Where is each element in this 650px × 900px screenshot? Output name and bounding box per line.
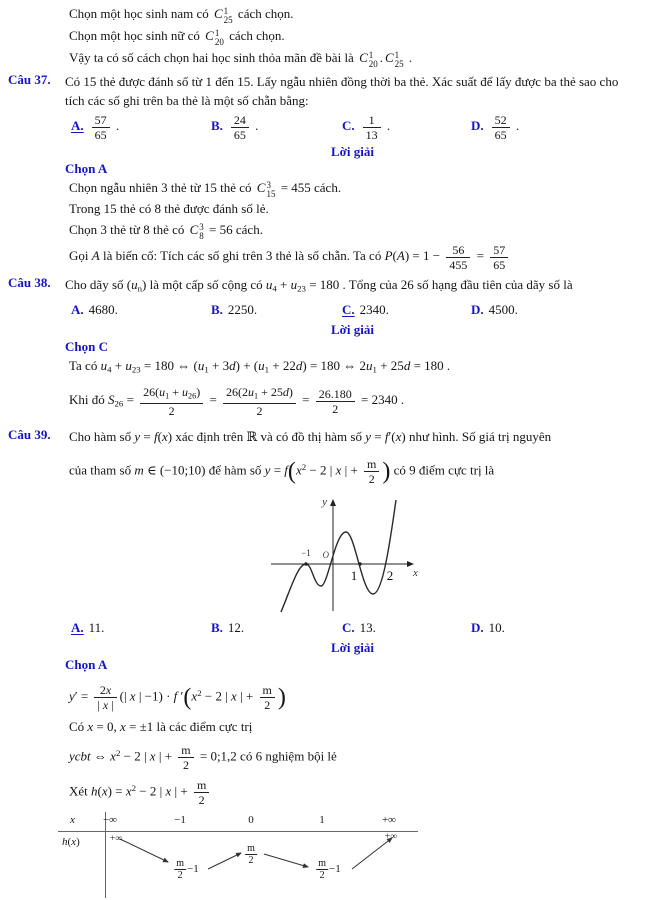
vtable-h-right-inf: +∞ xyxy=(384,831,398,842)
option-c-letter: C. xyxy=(342,117,355,133)
option-d-value: 4500. xyxy=(488,301,518,317)
q39-hx-line: Xét $h(x) = x^2 - 2$ | x | + $\frac{m}{2}$ xyxy=(65,772,640,807)
q38-solution-line-1: Ta có $u_4 + u_{23} = 180$ ⇔ $(u_1 + 3d) + (u_1 + 22d) = 180$ ⇔ $2u_1 + 25d = 180$ . xyxy=(69,357,451,375)
chosen-answer-37: Chọn A xyxy=(65,161,108,176)
option-a-value: 4680. xyxy=(88,301,118,317)
option-a xyxy=(71,113,211,142)
option-b xyxy=(211,620,342,636)
y-axis-label: y xyxy=(322,496,327,509)
option-c-value: 13. xyxy=(359,620,376,636)
option-c xyxy=(342,620,471,636)
option-b-value: $\frac{24}{65}$ . xyxy=(228,118,259,133)
vtable-h-left-inf: +∞ xyxy=(109,833,123,844)
vtable-x-header: x xyxy=(70,813,75,826)
intro-line-3: Vậy ta có số cách chọn hai học sinh thỏa mãn đề bài là C 1 20 . C 1 25 . xyxy=(69,49,413,69)
vtable-h-header: h(x) xyxy=(62,835,80,848)
question-38-number: Câu 38. xyxy=(8,274,51,290)
option-d-value: $\frac{52}{65}$ . xyxy=(489,118,520,133)
variation-table xyxy=(58,812,420,900)
option-d-value: 10. xyxy=(488,620,505,636)
vtable-horizontal-line xyxy=(58,831,418,832)
question-39-text-line-1: Cho hàm số y = f(x) xác định trên ℝ và có đồ thị hàm số y = f′(x) như hình. Số giá trị nguyên xyxy=(69,428,552,444)
vtable-x-neg-inf: −∞ xyxy=(102,813,118,826)
origin-label: O xyxy=(322,550,329,561)
question-39 xyxy=(8,426,640,490)
option-a xyxy=(71,302,211,318)
option-a-value: $\frac{57}{65}$ . xyxy=(89,118,120,133)
vtable-max: $\frac{m}{2}$ xyxy=(247,842,255,866)
fprime-graph xyxy=(265,492,420,616)
option-a-letter: A. xyxy=(71,301,84,317)
option-d-letter: D. xyxy=(471,620,484,636)
question-38-options xyxy=(65,300,640,320)
solution-heading-38: Lời giải xyxy=(331,321,374,337)
option-b xyxy=(211,302,342,318)
q38-solution-line-2: Khi đó $S_{26}$ = $\frac{26(u_1 + u_{26})}{2}$ = $\frac{26(2u_1 + 25d)}{2}$ = $\frac{26.180}{2}$ = 2340 . xyxy=(69,384,405,419)
q37-solution-line-1: Chọn ngẫu nhiên 3 thẻ từ 15 thẻ có C 3 15 = 455 cách. xyxy=(69,179,342,199)
arrow-decrease-1 xyxy=(120,839,168,862)
intro-line-2: Chọn một học sinh nữ có C 1 20 cách chọn. xyxy=(69,27,285,47)
solution-heading-39: Lời giải xyxy=(331,640,374,656)
q39-derivative-formula: y′ = $\frac{2x}{| x |}$ (| x | −1) · f $'(x^2 - 2$ | x | + $\frac{m}{2}$ ) xyxy=(69,683,286,713)
arrow-increase-1 xyxy=(208,853,241,869)
chosen-answer-38: Chọn C xyxy=(65,338,108,354)
q37-solution-line-2: Trong 15 thẻ có 8 thẻ được đánh số lẻ. xyxy=(69,201,269,216)
option-d xyxy=(471,620,640,636)
q39-critical-points-line: Có x = 0, x = ±1 là các điểm cực trị xyxy=(69,718,253,734)
option-c-letter: C. xyxy=(342,301,355,317)
option-a-letter: A. xyxy=(71,620,84,636)
option-b xyxy=(211,113,342,142)
solution-heading-37: Lời giải xyxy=(331,144,374,159)
question-37-options xyxy=(65,112,640,142)
option-a-value: 11. xyxy=(88,620,105,636)
vtable-x-one: 1 xyxy=(319,813,325,826)
vtable-x-pos-inf: +∞ xyxy=(381,813,397,826)
option-c-letter: C. xyxy=(342,620,355,636)
chosen-answer-39: Chọn A xyxy=(65,657,108,673)
fprime-curve xyxy=(281,500,396,612)
option-d-letter: D. xyxy=(471,301,484,317)
arrow-increase-2 xyxy=(352,838,392,869)
question-39-options xyxy=(65,618,640,638)
option-c-value: 2340. xyxy=(359,301,389,317)
option-b-letter: B. xyxy=(211,301,223,317)
question-39-number: Câu 39. xyxy=(8,426,51,442)
zero-point-1 xyxy=(358,563,361,566)
option-a-letter: A. xyxy=(71,117,84,133)
q37-solution-line-4: Gọi A là biến cố: Tích các số ghi trên 3 thẻ là số chẵn. Ta có P(A) = 1 − $\frac{56}{455}$ = $\frac{57}{65}$ xyxy=(65,241,640,272)
option-d xyxy=(471,113,640,142)
question-37-number: Câu 37. xyxy=(8,72,51,87)
arrow-decrease-2 xyxy=(264,854,308,867)
vtable-x-minus1: −1 xyxy=(174,813,186,826)
question-39-text-line-2: của tham số m ∈ (−10;10) để hàm số $y = f(x^2 - 2$ | x | + $\frac{m}{2}$ ) có 9 điểm cực trị là xyxy=(69,456,495,486)
question-38-text: Cho dãy số $(u_n)$ là một cấp số cộng có $u_4 + u_{23} = 180$ . Tổng của 26 số hạng đầu tiên của dãy số là xyxy=(65,276,573,293)
option-d-letter: D. xyxy=(471,117,484,133)
option-a xyxy=(71,620,211,636)
vtable-x-zero: 0 xyxy=(248,813,254,826)
tick-minus1-label: −1 xyxy=(301,548,311,559)
fprime-graph-figure xyxy=(265,492,420,616)
vtable-min1: $\frac{m}{2}$ −1 xyxy=(176,857,199,881)
q37-solution-line-3: Chọn 3 thẻ từ 8 thẻ có C 3 8 = 56 cách. xyxy=(69,221,263,241)
vtable-min2: $\frac{m}{2}$ −1 xyxy=(318,857,341,881)
question-38 xyxy=(8,274,640,298)
option-c xyxy=(342,302,471,318)
x-axis-label: x xyxy=(413,567,418,580)
option-c xyxy=(342,113,471,142)
question-37 xyxy=(8,72,640,110)
question-37-text: Có 15 thẻ được đánh số từ 1 đến 15. Lấy ngẫu nhiên đồng thời ba thẻ. Xác suất để lấy được ba thẻ sao cho tích các số ghi trên ba thẻ là một số chẵn bằng: xyxy=(65,74,619,108)
intro-line-1: Chọn một học sinh nam có C 1 25 cách chọn. xyxy=(69,5,294,25)
option-d xyxy=(471,302,640,318)
option-b-value: 2250. xyxy=(227,301,258,317)
q39-ycbt-line: ycbt ⇔ $x^2 - 2$ | x | + $\frac{m}{2}$ = 0;1,2 có 6 nghiệm bội lẻ xyxy=(69,742,337,772)
option-b-letter: B. xyxy=(211,620,223,636)
option-b-letter: B. xyxy=(211,117,223,133)
option-b-value: 12. xyxy=(227,620,245,636)
tick-2-label: 2 xyxy=(386,568,394,584)
option-c-value: $\frac{1}{13}$ . xyxy=(360,118,391,133)
touch-point-minus1 xyxy=(304,563,307,566)
tick-1-label: 1 xyxy=(350,568,358,584)
